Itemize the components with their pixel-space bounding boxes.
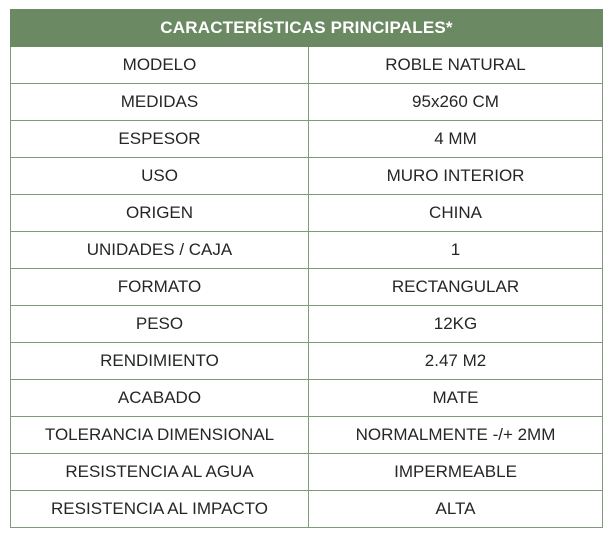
table-row xyxy=(11,158,603,195)
row-value: 4 MM xyxy=(309,121,603,158)
row-label: ACABADO xyxy=(11,380,309,417)
row-value: MATE xyxy=(309,380,603,417)
row-value: 1 xyxy=(309,232,603,269)
row-value: ALTA xyxy=(309,491,603,528)
row-label: ORIGEN xyxy=(11,195,309,232)
table-row xyxy=(11,269,603,306)
row-value: RECTANGULAR xyxy=(309,269,603,306)
table-row xyxy=(11,232,603,269)
table-row xyxy=(11,84,603,121)
table-row xyxy=(11,195,603,232)
table-title: CARACTERÍSTICAS PRINCIPALES* xyxy=(11,10,603,47)
row-label: USO xyxy=(11,158,309,195)
row-label: MEDIDAS xyxy=(11,84,309,121)
row-label: ESPESOR xyxy=(11,121,309,158)
row-value: MURO INTERIOR xyxy=(309,158,603,195)
row-value: NORMALMENTE -/+ 2MM xyxy=(309,417,603,454)
table-row xyxy=(11,380,603,417)
row-value: CHINA xyxy=(309,195,603,232)
row-label: PESO xyxy=(11,306,309,343)
table-row xyxy=(11,47,603,84)
row-label: RESISTENCIA AL IMPACTO xyxy=(11,491,309,528)
row-value: IMPERMEABLE xyxy=(309,454,603,491)
row-label: MODELO xyxy=(11,47,309,84)
specs-table xyxy=(10,9,603,528)
row-value: ROBLE NATURAL xyxy=(309,47,603,84)
table-row xyxy=(11,417,603,454)
row-label: RESISTENCIA AL AGUA xyxy=(11,454,309,491)
table-row xyxy=(11,454,603,491)
table-row xyxy=(11,491,603,528)
row-value: 12KG xyxy=(309,306,603,343)
table-row xyxy=(11,306,603,343)
table-header-row xyxy=(11,10,603,47)
row-label: TOLERANCIA DIMENSIONAL xyxy=(11,417,309,454)
table-row xyxy=(11,343,603,380)
row-label: RENDIMIENTO xyxy=(11,343,309,380)
row-value: 2.47 M2 xyxy=(309,343,603,380)
row-label: FORMATO xyxy=(11,269,309,306)
row-label: UNIDADES / CAJA xyxy=(11,232,309,269)
row-value: 95x260 CM xyxy=(309,84,603,121)
table-row xyxy=(11,121,603,158)
